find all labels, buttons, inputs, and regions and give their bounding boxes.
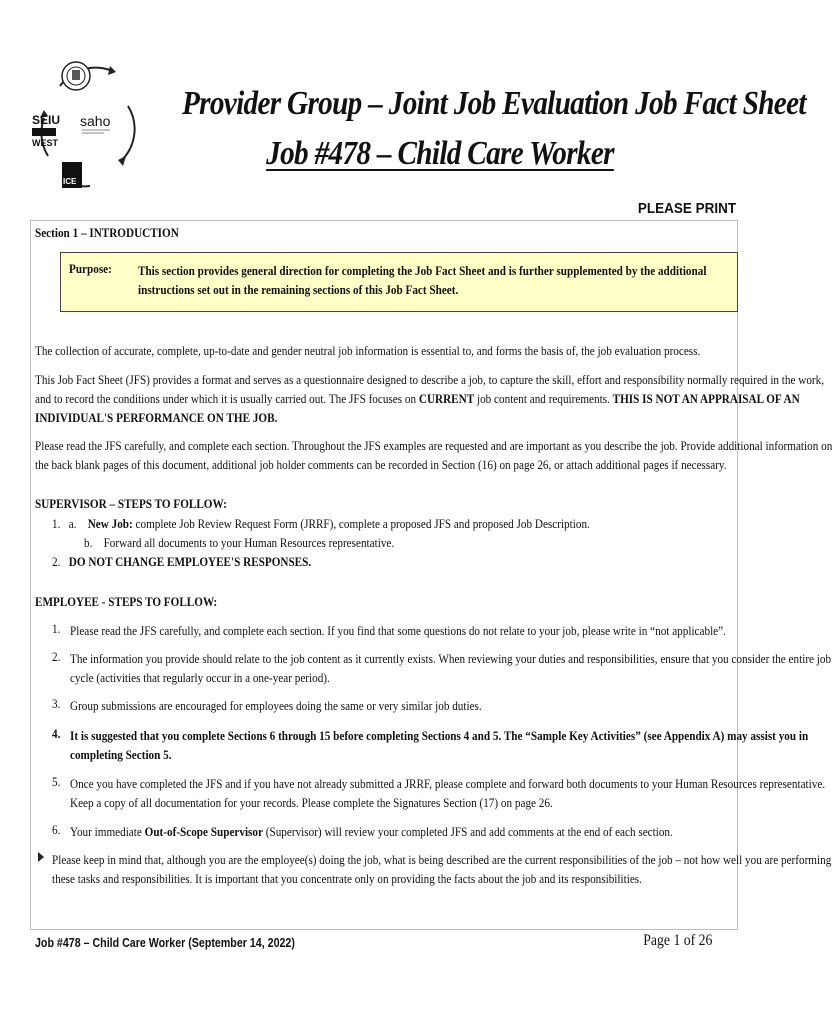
employee-item-2-line-1: The information you provide should relate to the job content as it currently exists. When reviewing your duties and responsibilities, ensure that you consider the entire job xyxy=(70,651,832,666)
please-print-label: PLEASE PRINT xyxy=(637,200,736,217)
west-logo: WEST xyxy=(32,138,58,148)
footer-job-label: Job #478 – Child Care Worker (September 14, 2022) xyxy=(35,935,295,950)
intro-paragraph-3-line-2: the back blank pages of this document, additional job holder comments can be recorded in Section (16) on page 26, or attach additional pages if necessary. xyxy=(35,457,727,472)
employee-item-2-num: 2. xyxy=(52,649,61,664)
intro-paragraph-2-line-2: and to record the conditions under which it is usually carried out. The JFS focuses on CURRENT job content and requirements. THIS IS NOT AN APPRAISAL OF AN xyxy=(35,391,800,406)
title-line-1: Provider Group – Joint Job Evaluation Job Fact Sheet xyxy=(182,85,806,122)
intro-paragraph-3-line-1: Please read the JFS carefully, and complete each section. Throughout the JFS examples are requested and are important as you describe the job. Provide additional information on xyxy=(35,438,832,453)
purpose-box xyxy=(60,252,738,312)
purpose-label: Purpose: xyxy=(69,261,112,276)
supervisor-item-2: 2. DO NOT CHANGE EMPLOYEE'S RESPONSES. xyxy=(52,554,312,569)
employee-item-4-num: 4. xyxy=(52,726,61,741)
employee-item-5-num: 5. xyxy=(52,774,61,789)
seiu-logo: SEIU xyxy=(32,113,61,127)
employee-item-3: Group submissions are encouraged for employees doing the same or very similar job duties. xyxy=(70,698,482,713)
employee-item-2-line-2: cycle (activities that regularly occur in a one-year period). xyxy=(70,670,330,685)
employee-item-6-num: 6. xyxy=(52,822,61,837)
logo-cycle-icon xyxy=(30,56,142,196)
document-title xyxy=(182,84,806,174)
employee-item-5-line-2: Keep a copy of all documentation for your records. Please complete the Signatures Section (17) on page 26. xyxy=(70,795,553,810)
supervisor-heading: SUPERVISOR – STEPS TO FOLLOW: xyxy=(35,496,227,511)
employee-note-line-2: these tasks and responsibilities. It is important that you concentrate only on providing the facts about the job and its responsibilities. xyxy=(52,871,642,886)
partner-logos xyxy=(30,56,142,196)
bottom-logo: ICE xyxy=(63,177,77,186)
employee-item-4-line-2: completing Section 5. xyxy=(70,747,172,762)
employee-note-line-1: Please keep in mind that, although you are the employee(s) doing the job, what is being described are the current responsibilities of the job – not how well you are performing xyxy=(52,852,832,867)
supervisor-item-1b: b. Forward all documents to your Human Resources representative. xyxy=(84,535,395,550)
bullet-arrow-icon xyxy=(38,852,44,862)
intro-paragraph-2-line-1: This Job Fact Sheet (JFS) provides a format and serves as a questionnaire designed to describe a job, to capture the skill, effort and responsibility normally required in the work, xyxy=(35,372,825,387)
employee-item-6: Your immediate Out-of-Scope Supervisor (Supervisor) will review your completed JFS and add comments at the end of each section. xyxy=(70,824,673,839)
employee-item-1: Please read the JFS carefully, and complete each section. If you find that some questions do not relate to your job, please write in “not applicable”. xyxy=(70,623,726,638)
employee-item-3-num: 3. xyxy=(52,696,61,711)
supervisor-item-1: 1. a. New Job: complete Job Review Request Form (JRRF), complete a proposed JFS and proposed Job Description. xyxy=(52,516,590,531)
employee-item-5-line-1: Once you have completed the JFS and if you have not already submitted a JRRF, please complete and forward both documents to your Human Resources representative. xyxy=(70,776,826,791)
title-line-2: Job #478 – Child Care Worker xyxy=(266,135,614,172)
saho-logo: saho xyxy=(80,113,111,129)
employee-heading: EMPLOYEE - STEPS TO FOLLOW: xyxy=(35,594,218,609)
intro-paragraph-1: The collection of accurate, complete, up-to-date and gender neutral job information is essential to, and forms the basis of, the job evaluation process. xyxy=(35,343,701,358)
employee-item-1-num: 1. xyxy=(52,621,61,636)
footer-page-number: Page 1 of 26 xyxy=(642,932,712,949)
intro-paragraph-2-line-3: INDIVIDUAL'S PERFORMANCE ON THE JOB. xyxy=(35,410,278,425)
purpose-text: This section provides general direction for completing the Job Fact Sheet and is further supplemented by the additional instructions set out in the remaining sections of this Job Fact Sheet. xyxy=(138,263,707,297)
employee-item-4-line-1: It is suggested that you complete Sections 6 through 15 before completing Sections 4 and 5. The “Sample Key Activities” (see Appendix A) may assist you in xyxy=(70,728,809,743)
section-title: Section 1 – INTRODUCTION xyxy=(35,225,179,240)
